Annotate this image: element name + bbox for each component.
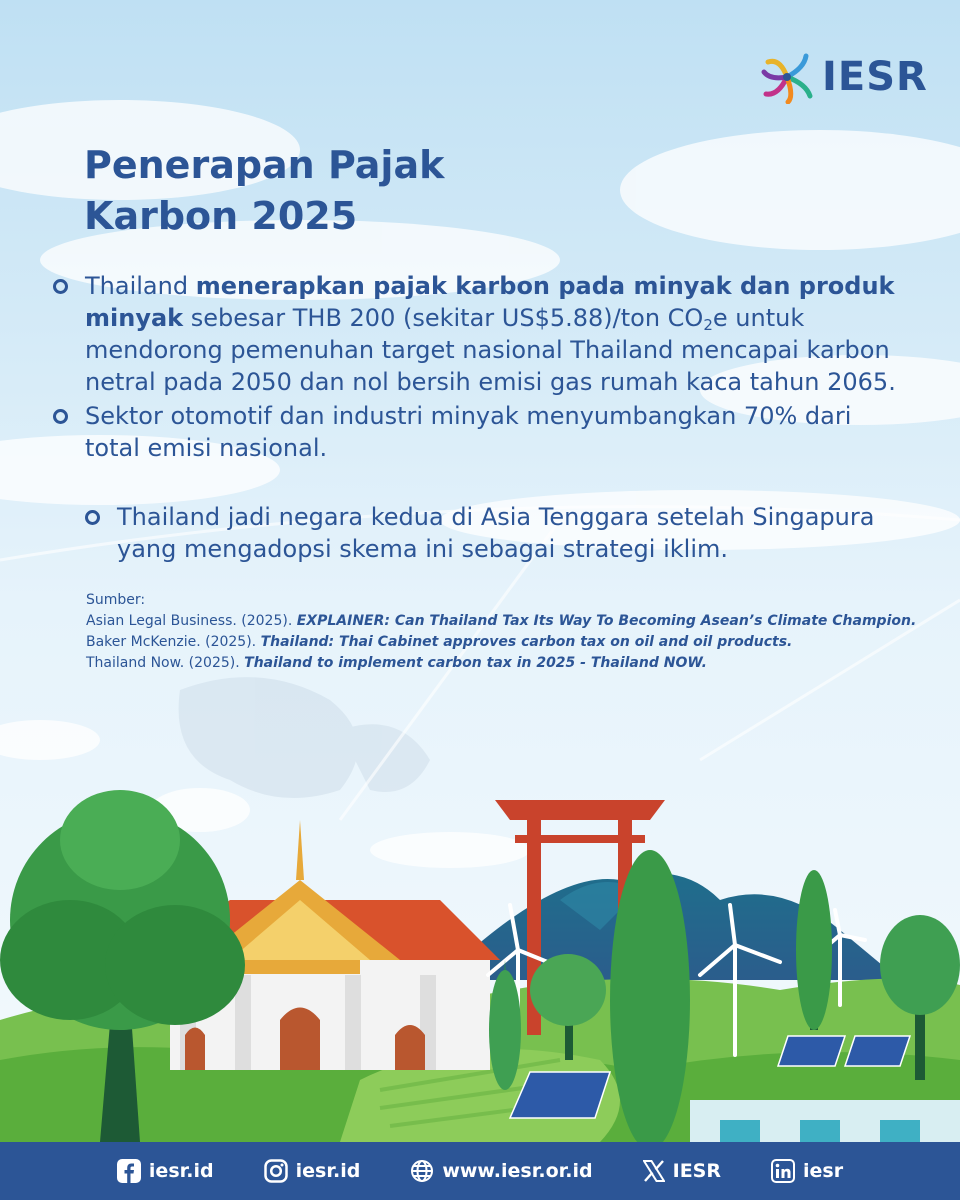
- instagram-link[interactable]: [264, 1159, 361, 1183]
- instagram-handle: iesr.id: [295, 1160, 361, 1182]
- bullet-item-second-country: [50, 501, 900, 565]
- source-plain: Baker McKenzie. (2025).: [86, 634, 261, 650]
- bullet-ring-icon: [85, 510, 100, 525]
- social-footer: [0, 1142, 960, 1200]
- iesr-logo-icon: [760, 50, 814, 104]
- linkedin-link[interactable]: [771, 1159, 843, 1183]
- source-plain: Asian Legal Business. (2025).: [86, 613, 297, 629]
- title-line-2: Karbon 2025: [84, 194, 358, 238]
- source-plain: Thailand Now. (2025).: [86, 655, 245, 671]
- sources-block: [86, 590, 946, 674]
- linkedin-icon: [771, 1159, 795, 1183]
- website-url: www.iesr.or.id: [442, 1160, 593, 1182]
- source-title: Thailand: Thai Cabinet approves carbon tax on oil and oil products.: [260, 634, 793, 650]
- sources-label: Sumber:: [86, 592, 146, 608]
- bullet-list: [50, 270, 900, 565]
- bullet-1-mid: sebesar THB 200 (sekitar US$5.88)/ton CO: [183, 304, 704, 332]
- iesr-logo[interactable]: [760, 50, 928, 104]
- bullet-item-carbon-tax: [50, 270, 900, 398]
- source-title: Thailand to implement carbon tax in 2025 - Thailand NOW.: [244, 655, 707, 671]
- source-item: [86, 611, 946, 632]
- facebook-icon: [117, 1159, 141, 1183]
- source-item: [86, 632, 946, 653]
- bullet-2-text: Sektor otomotif dan industri minyak menyumbangkan 70% dari total emisi nasional.: [85, 402, 852, 462]
- instagram-icon: [264, 1159, 288, 1183]
- linkedin-handle: iesr: [803, 1160, 844, 1182]
- facebook-link[interactable]: [117, 1159, 214, 1183]
- bullet-ring-icon: [53, 279, 68, 294]
- logo-text: IESR: [822, 54, 928, 100]
- x-icon: [643, 1160, 665, 1182]
- bullet-ring-icon: [53, 409, 68, 424]
- source-title: EXPLAINER: Can Thailand Tax Its Way To Becoming Asean’s Climate Champion.: [296, 613, 917, 629]
- page-title: [84, 140, 684, 242]
- x-handle: IESR: [672, 1160, 721, 1182]
- facebook-handle: iesr.id: [148, 1160, 214, 1182]
- bullet-1-bold: menerapkan pajak karbon pada minyak dan produk minyak: [85, 272, 895, 332]
- bullet-3-text: Thailand jadi negara kedua di Asia Tenggara setelah Singapura yang mengadopsi skema ini sebagai strategi iklim.: [117, 503, 875, 563]
- bullet-1-pre: Thailand: [85, 272, 196, 300]
- website-link[interactable]: [410, 1159, 592, 1183]
- bullet-1-subscript: 2: [703, 316, 713, 334]
- x-link[interactable]: [643, 1160, 721, 1182]
- bullet-1-post: e untuk mendorong pemenuhan target nasional Thailand mencapai karbon netral pada 2050 dan nol bersih emisi gas rumah kaca tahun 2065.: [85, 304, 896, 396]
- source-item: [86, 653, 946, 674]
- title-line-1: Penerapan Pajak: [84, 143, 445, 187]
- globe-icon: [410, 1159, 434, 1183]
- bullet-item-emissions: [50, 400, 900, 464]
